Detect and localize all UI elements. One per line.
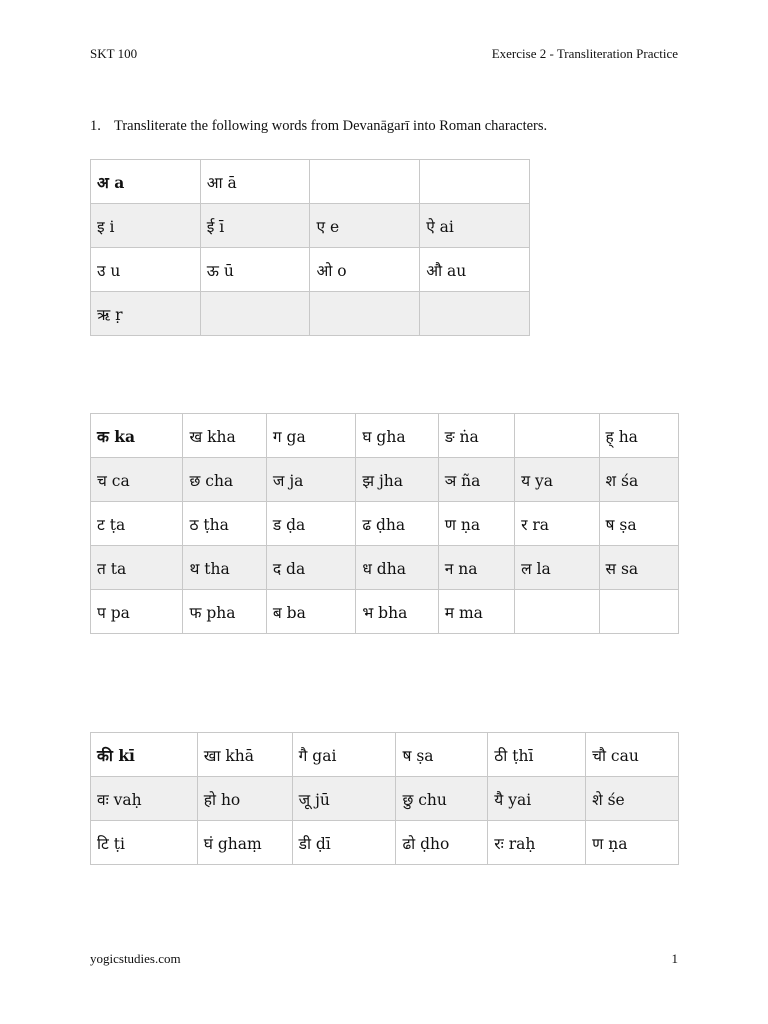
table-cell: वः vaḥ [91,777,198,821]
table-cell: छु chu [396,777,488,821]
table-cell: ए e [310,204,420,248]
table-cell: खा khā [197,733,292,777]
table-cell: ड ḍa [266,502,355,546]
table-cell: द da [266,546,355,590]
table-row [91,502,679,546]
table-cell: य ya [515,458,599,502]
table-cell: ग ga [266,414,355,458]
table-cell: ढ ḍha [356,502,438,546]
table-cell: श śa [599,458,678,502]
table-cell: ट ṭa [91,502,183,546]
table-cell: डी ḍī [292,821,396,865]
instruction-number: 1. [90,118,101,134]
vowels-table [90,159,530,336]
instruction-text: Transliterate the following words from Devanāgarī into Roman characters. [114,118,548,134]
table-cell: ओ o [310,248,420,292]
instruction [90,118,547,135]
table-cell: भ bha [356,590,438,634]
table-cell: घं ghaṃ [197,821,292,865]
table-cell: गै gai [292,733,396,777]
table-cell: घ gha [356,414,438,458]
table-cell: ऊ ū [200,248,310,292]
table-cell: औ au [420,248,530,292]
course-code: SKT 100 [90,46,138,61]
table-row [91,733,679,777]
table-cell: ण ṇa [586,821,679,865]
consonants-table [90,413,679,634]
table-row [91,248,530,292]
table-cell [310,160,420,204]
table-cell: हो ho [197,777,292,821]
table-cell: छ cha [183,458,266,502]
table-cell: थ tha [183,546,266,590]
table-cell: यै yai [488,777,586,821]
table-cell: ज ja [266,458,355,502]
table-cell: क ka [91,414,183,458]
table-cell: न na [438,546,514,590]
table-cell: स sa [599,546,678,590]
table-cell: ङ ṅa [438,414,514,458]
table-row [91,160,530,204]
table-row [91,546,679,590]
table-row [91,821,679,865]
table-row [91,292,530,336]
table-cell: इ i [91,204,201,248]
table-cell: ऐ ai [420,204,530,248]
table-cell: ब ba [266,590,355,634]
footer-site: yogicstudies.com [90,951,181,966]
table-row [91,414,679,458]
table-row [91,777,679,821]
table-cell: ऋ ṛ [91,292,201,336]
table-cell: र ra [515,502,599,546]
table-row [91,590,679,634]
table-cell: त ta [91,546,183,590]
table-cell [200,292,310,336]
table-cell: ण ṇa [438,502,514,546]
table-cell: फ pha [183,590,266,634]
table-cell: ञ ña [438,458,514,502]
table-cell: उ u [91,248,201,292]
table-cell: ध dha [356,546,438,590]
table-cell [599,590,678,634]
table-cell: चौ cau [586,733,679,777]
table-cell: च ca [91,458,183,502]
table-cell: अ a [91,160,201,204]
table-cell [515,414,599,458]
table-row [91,458,679,502]
table-cell: ख kha [183,414,266,458]
table-cell: ठी ṭhī [488,733,586,777]
table-cell: ह् ha [599,414,678,458]
words-table [90,732,679,865]
table-cell [310,292,420,336]
table-cell: ष ṣa [599,502,678,546]
table-row [91,204,530,248]
table-cell: ढो ḍho [396,821,488,865]
table-cell: आ ā [200,160,310,204]
table-cell [515,590,599,634]
table-cell: म ma [438,590,514,634]
table-cell [420,292,530,336]
table-cell: ल la [515,546,599,590]
exercise-title: Exercise 2 - Transliteration Practice [491,46,678,61]
table-cell: प pa [91,590,183,634]
table-cell: रः raḥ [488,821,586,865]
table-cell: ई ī [200,204,310,248]
table-cell: जू jū [292,777,396,821]
table-cell: झ jha [356,458,438,502]
table-cell [420,160,530,204]
table-cell: ठ ṭha [183,502,266,546]
table-cell: शे śe [586,777,679,821]
table-cell: टि ṭi [91,821,198,865]
table-cell: ष ṣa [396,733,488,777]
page-number: 1 [671,951,678,966]
table-cell: की kī [91,733,198,777]
